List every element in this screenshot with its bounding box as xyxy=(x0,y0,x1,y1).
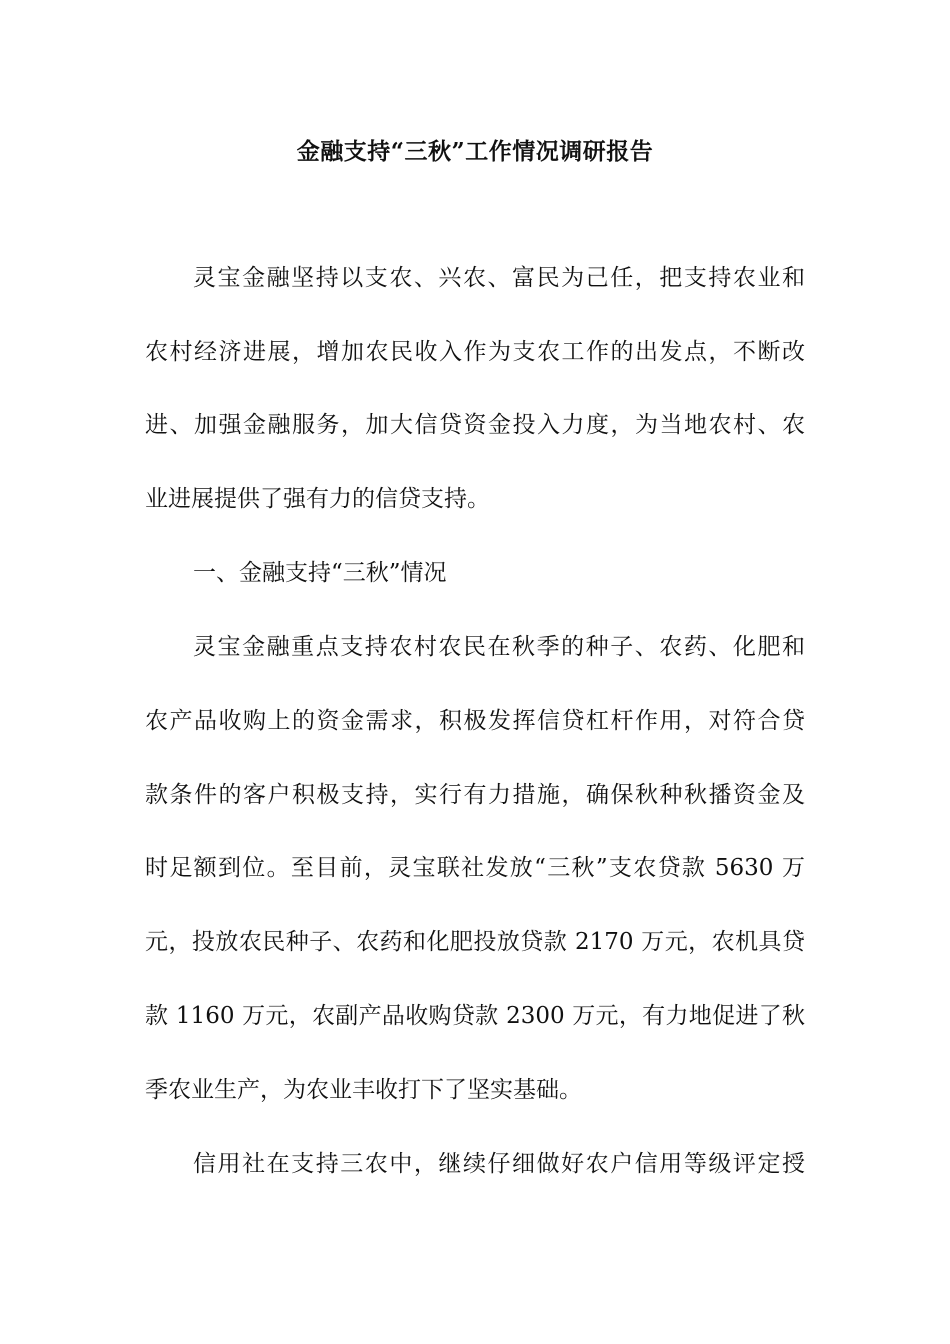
document-title: 金融支持“三秋”工作情况调研报告 xyxy=(296,138,654,165)
paragraph-2-line-3: 款条件的客户积极支持，实行有力措施，确保秋种秋播资金及 xyxy=(145,782,805,808)
paragraph-2-line-7: 季农业生产，为农业丰收打下了坚实基础。 xyxy=(145,1077,582,1103)
paragraph-2-line-6: 款 1160 万元，农副产品收购贷款 2300 万元，有力地促进了秋 xyxy=(145,1003,805,1029)
paragraph-2-line-1: 灵宝金融重点支持农村农民在秋季的种子、农药、化肥和 xyxy=(193,634,805,660)
paragraph-1-line-3: 进、加强金融服务，加大信贷资金投入力度，为当地农村、农 xyxy=(145,412,805,438)
paragraph-1-line-4: 业进展提供了强有力的信贷支持。 xyxy=(145,486,490,512)
paragraph-2-line-4: 时足额到位。至目前，灵宝联社发放“三秋”支农贷款 5630 万 xyxy=(145,855,805,881)
paragraph-2-line-2: 农产品收购上的资金需求，积极发挥信贷杠杆作用，对符合贷 xyxy=(145,708,805,734)
section-heading-1: 一、金融支持“三秋”情况 xyxy=(193,560,447,586)
paragraph-1-line-2: 农村经济进展，增加农民收入作为支农工作的出发点，不断改 xyxy=(145,339,805,365)
paragraph-1-line-1: 灵宝金融坚持以支农、兴农、富民为己任，把支持农业和 xyxy=(193,265,805,291)
paragraph-3-line-1: 信用社在支持三农中，继续仔细做好农户信用等级评定授 xyxy=(193,1151,805,1177)
paragraph-2-line-5: 元，投放农民种子、农药和化肥投放贷款 2170 万元，农机具贷 xyxy=(145,929,805,955)
